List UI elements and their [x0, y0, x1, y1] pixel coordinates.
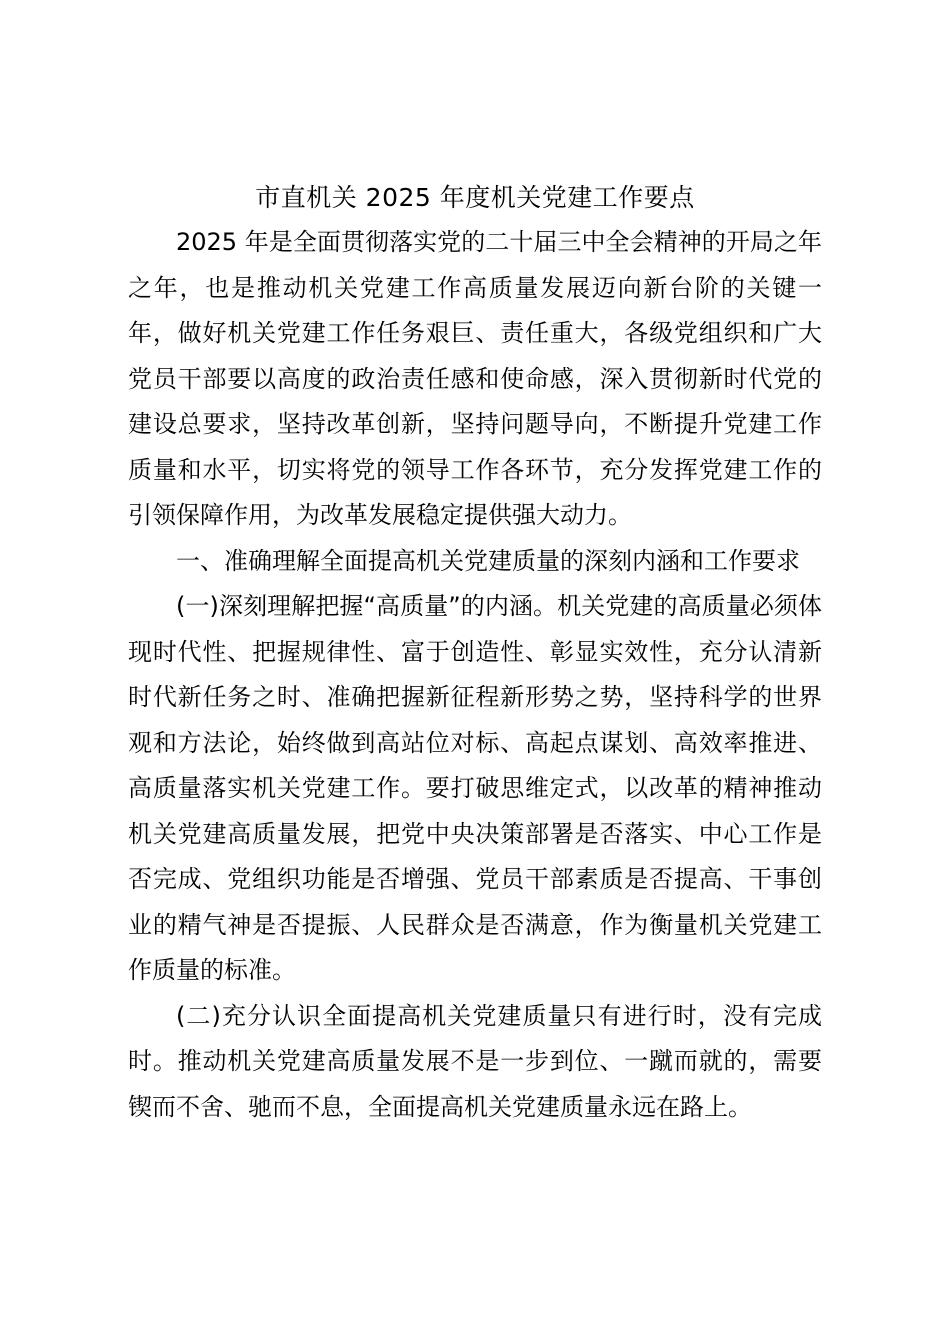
intro-paragraph: 2025 年是全面贯彻落实党的二十届三中全会精神的开局之年之年，也是推动机关党建工作高质量发展迈向新台阶的关键一年，做好机关党建工作任务艰巨、责任重大，各级党组织和广大党员干部要以高度的政治责任感和使命感，深入贯彻新时代党的建设总要求，坚持改革创新，坚持问题导向，不断提升党建工作质量和水平，切实将党的领导工作各环节，充分发挥党建工作的引领保障作用，为改革发展稳定提供强大动力。 — [128, 228, 822, 529]
section-heading-1: 一、准确理解全面提高机关党建质量的深刻内涵和工作要求 — [176, 546, 800, 575]
subsection-paragraph-1: (一)深刻理解把握“高质量”的内涵。机关党建的高质量必须体现时代性、把握规律性、富于创造性、彰显实效性，充分认清新时代新任务之时、准确把握新征程新形势之势，坚持科学的世界观和方法论，始终做到高站位对标、高起点谋划、高效率推进、高质量落实机关党建工作。要打破思维定式，以改革的精神推动机关党建高质量发展，把党中央决策部署是否落实、中心工作是否完成、党组织功能是否增强、党员干部素质是否提高、干事创业的精气神是否提振、人民群众是否满意，作为衡量机关党建工作质量的标准。 — [128, 592, 822, 984]
subsection-paragraph-2: (二)充分认识全面提高机关党建质量只有进行时，没有完成时。推动机关党建高质量发展不是一步到位、一蹴而就的，需要锲而不舍、驰而不息，全面提高机关党建质量永远在路上。 — [128, 1001, 822, 1121]
document-body — [128, 176, 822, 1130]
document-title: 市直机关 2025 年度机关党建工作要点 — [255, 183, 695, 212]
